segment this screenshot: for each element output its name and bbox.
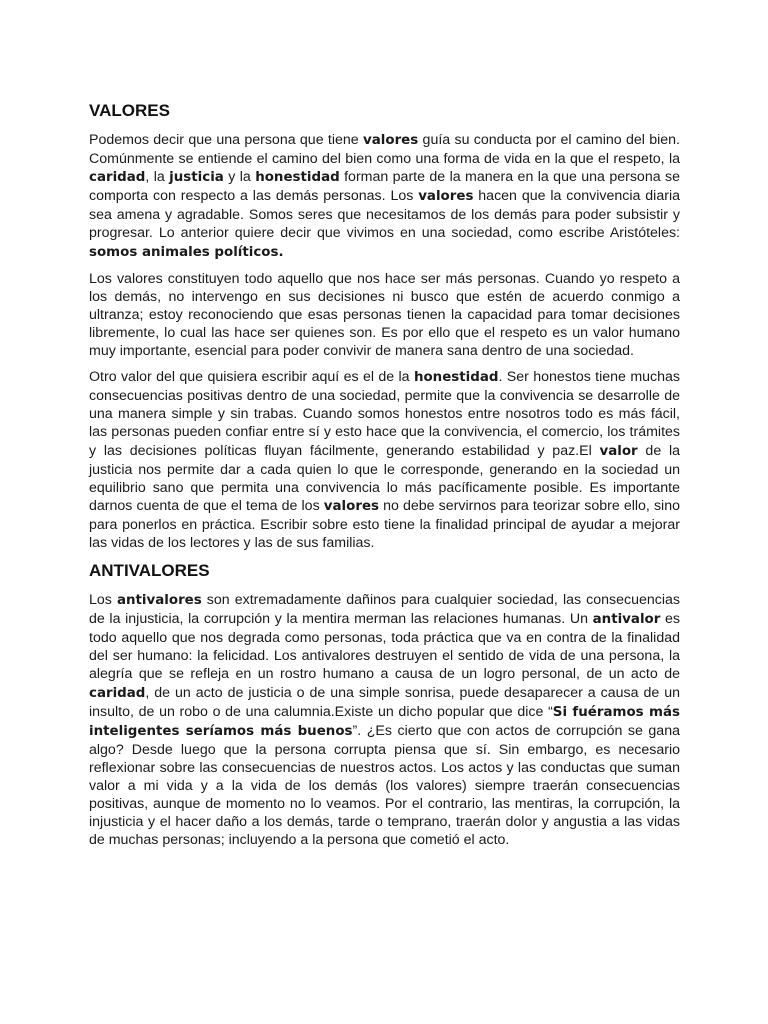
text-run: . Ser honestos tiene muchas consecuencias positivas dentro de una sociedad, permite que la convivencia se desarrolle de una manera simple y sin trabas. Cuando somos honestos entre nosotros todo es más fácil, las personas pueden confiar entre sí y esto hace que la convivencia, el comercio, los trámites y las decisiones políticas fluyan fácilmente, generando estabilidad y paz.El: [89, 369, 680, 459]
bold-term: Si fuéramos más inteligentes seríamos más buenos: [89, 704, 680, 739]
bold-term: antivalores: [116, 593, 202, 609]
text-run: , de un acto de justicia o de una simple sonrisa, puede desaparecer a causa de un insulto, de un robo o de una calumnia.Existe un dicho popular que dice “: [89, 684, 680, 720]
text-run: hacen que la convivencia diaria sea amena y agradable. Somos seres que necesitamos de los demás para poder subsistir y progresar. Lo anterior quiere decir que vivimos en una sociedad, como escribe Aristóteles:: [89, 188, 680, 242]
text-run: forman parte de la manera en la que una persona se comporta con respecto a las demás personas. Los: [89, 169, 680, 205]
bold-term: honestidad: [255, 170, 340, 186]
paragraph-3: [89, 368, 680, 552]
bold-term: valores: [323, 498, 379, 514]
text-run: son extremadamente dañinos para cualquier sociedad, las consecuencias de la injusticia, la corrupción y la mentira merman las relaciones humanas. Un: [89, 592, 680, 628]
heading-valores: VALORES: [89, 101, 170, 120]
text-run: no debe servirnos para teorizar sobre ello, sino para ponerlos en práctica. Escribir sobre esto tiene la finalidad principal de ayudar a mejorar las vidas de los lectores y las de sus familias.: [89, 497, 680, 551]
text-run: , la: [145, 169, 170, 186]
bold-term: valores: [363, 133, 419, 148]
bold-term: caridad: [89, 170, 146, 186]
text-run: y la: [223, 169, 256, 186]
paragraph-4: [89, 591, 680, 849]
bold-term: justicia: [169, 170, 224, 186]
paragraph-2: [89, 270, 680, 360]
paragraph-1: [89, 131, 680, 262]
bold-term: caridad: [89, 685, 146, 701]
bold-term: valores: [418, 189, 474, 205]
heading-antivalores: ANTIVALORES: [89, 561, 210, 581]
text-run: Otro valor del que quisiera escribir aquí es el de la: [89, 369, 414, 386]
bold-term: antivalor: [592, 612, 661, 628]
text-run: Podemos decir que una persona que tiene: [89, 132, 364, 148]
text-run: Los valores constituyen todo aquello que nos hace ser más personas. Cuando yo respeto a los demás, no intervengo en sus decisiones ni busco que estén de acuerdo conmigo a ultranza; estoy reconociendo que esas personas tienen la capacidad para tomar decisiones libremente, lo cual las hace ser quienes son. Es por ello que el respeto es un valor humano muy importante, esencial para poder convivir de manera sana dentro de una sociedad.: [89, 270, 680, 360]
bold-term: somos animales políticos.: [89, 244, 284, 260]
text-run: de la justicia nos permite dar a cada quien lo que le corresponde, generando en la sociedad un equilibrio sano que permita una convivencia lo más pacíficamente posible. Es importante darnos cuenta de que el tema de los: [89, 442, 680, 514]
bold-term: honestidad: [413, 370, 499, 386]
text-run: Los: [89, 592, 117, 609]
text-run: ”. ¿Es cierto que con actos de corrupción se gana algo? Desde luego que la persona corrupta piensa que sí. Sin embargo, es necesario reflexionar sobre las consecuencias de nuestros actos. Los actos y las conductas que suman valor a mi vida y a la vida de los demás (los valores) siempre traerán consecuencias positivas, aunque de momento no lo veamos. Por el contrario, las mentiras, la corrupción, la injusticia y el hacer daño a los demás, tarde o temprano, traerán dolor y angustia a las vidas de muchas personas; incluyendo a la persona que cometió el acto.: [89, 722, 680, 849]
text-run: es todo aquello que nos degrada como personas, toda práctica que va en contra de la finalidad del ser humano: la felicidad. Los antivalores destruyen el sentido de vida de una persona, la alegría que se refleja en un rostro humano a causa de un logro personal, de un acto de: [89, 611, 680, 683]
document-page: [89, 100, 680, 857]
text-run: guía su conducta por el camino del bien. Comúnmente se entiende el camino del bien como una forma de vida en la que el respeto, la: [89, 132, 680, 168]
bold-term: valor: [599, 443, 638, 459]
